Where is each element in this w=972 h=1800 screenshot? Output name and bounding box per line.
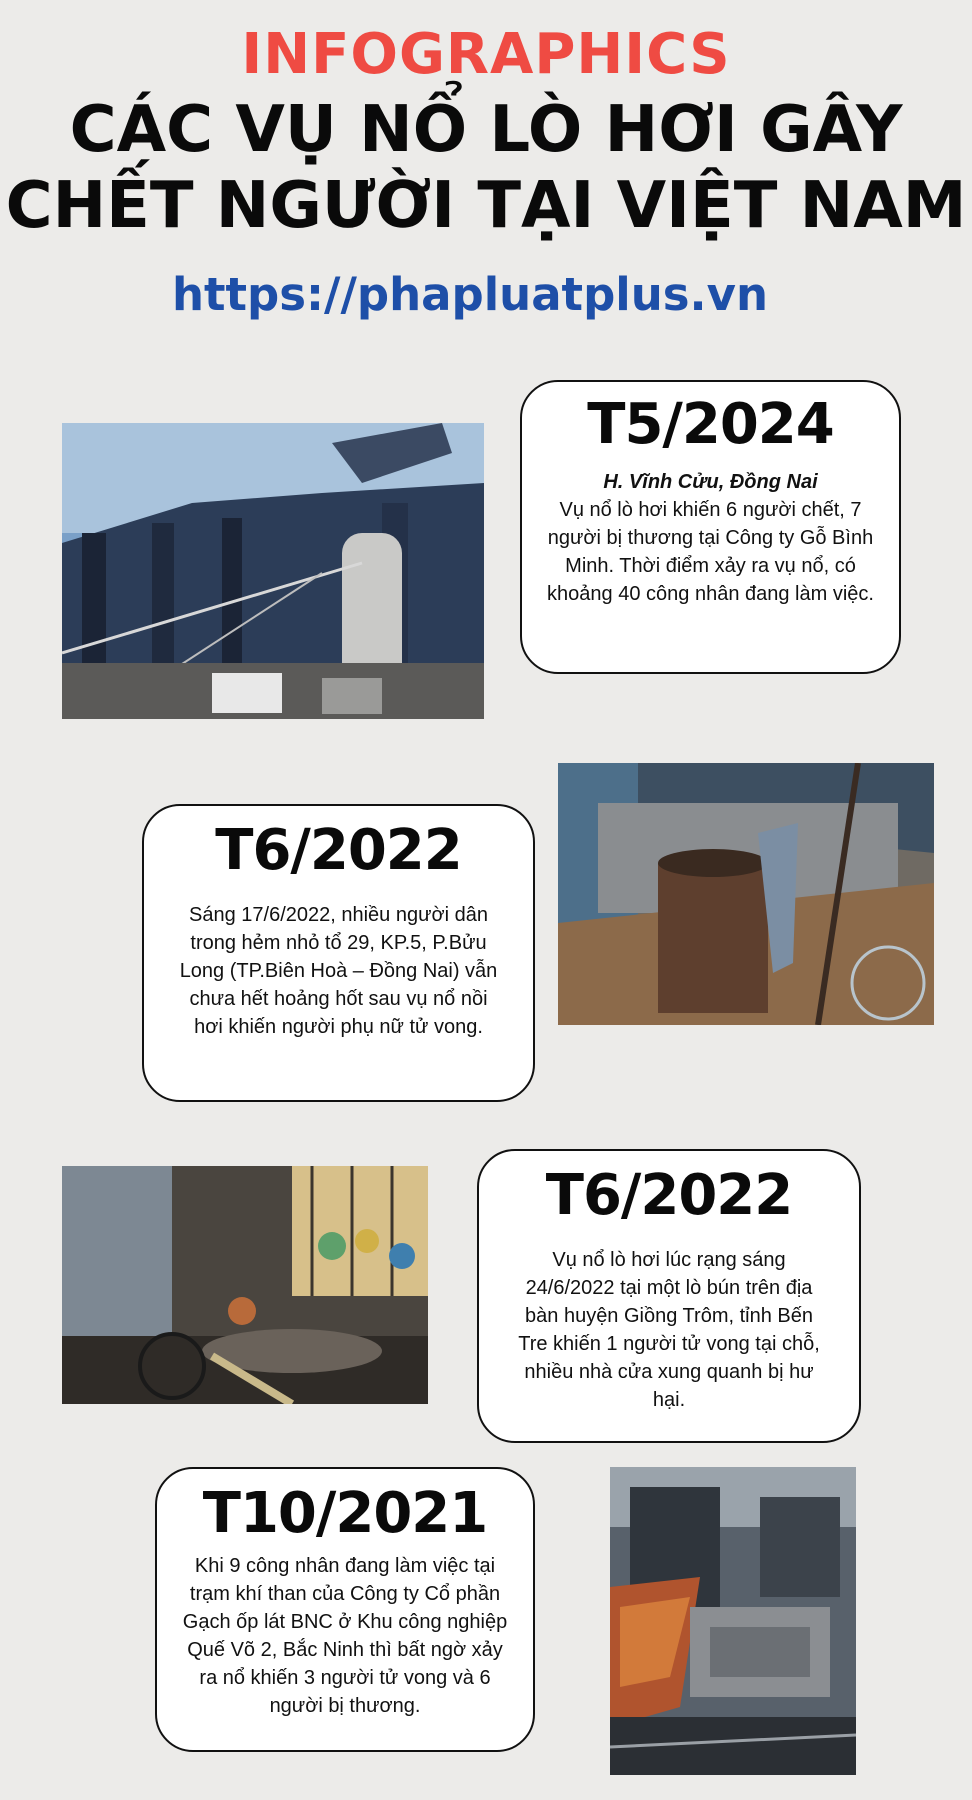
event-photo-factory-ruins <box>62 423 484 719</box>
event-description: Khi 9 công nhân đang làm việc tại trạm khí than của Công ty Cổ phần Gạch ốp lát BNC ở Khu công nghiệp Quế Võ 2, Bắc Ninh thì bất ngờ xảy ra nổ khiến 3 người tử vong và 6 người bị thương. <box>182 1555 508 1717</box>
event-photo-damaged-room <box>62 1166 428 1404</box>
source-url-link[interactable]: https://phapluatplus.vn <box>171 268 768 321</box>
page-title <box>0 92 972 244</box>
event-card-4 <box>155 1467 535 1752</box>
event-date: T6/2022 <box>215 818 462 883</box>
event-description: Sáng 17/6/2022, nhiều người dân trong hẻm nhỏ tổ 29, KP.5, P.Bửu Long (TP.Biên Hoà – Đồng Nai) vẫn chưa hết hoảng hốt sau vụ nổ nồi hơi khiến người phụ nữ tử vong. <box>179 904 498 1038</box>
event-date: T6/2022 <box>545 1163 793 1228</box>
event-card-3 <box>477 1149 861 1443</box>
event-photo-gas-station <box>610 1467 856 1775</box>
event-card-1 <box>520 380 901 674</box>
event-location: H. Vĩnh Cửu, Đồng Nai <box>603 471 818 493</box>
title-line-2: CHẾT NGƯỜI TẠI VIỆT NAM <box>5 169 967 243</box>
infographics-kicker: INFOGRAPHICS <box>241 22 731 87</box>
event-photo-boiler-pot <box>558 763 934 1025</box>
event-description: Vụ nổ lò hơi lúc rạng sáng 24/6/2022 tại một lò bún trên địa bàn huyện Giồng Trôm, tỉnh Bến Tre khiến 1 người tử vong tại chỗ, nhiều nhà cửa xung quanh bị hư hại. <box>518 1249 820 1411</box>
event-date: T10/2021 <box>202 1481 488 1546</box>
title-line-1: CÁC VỤ NỔ LÒ HƠI GÂY <box>69 93 903 167</box>
event-card-2 <box>142 804 535 1102</box>
event-description: Vụ nổ lò hơi khiến 6 người chết, 7 người bị thương tại Công ty Gỗ Bình Minh. Thời điểm xảy ra vụ nổ, có khoảng 40 công nhân đang làm việc. <box>547 499 874 605</box>
event-date: T5/2024 <box>587 392 834 457</box>
